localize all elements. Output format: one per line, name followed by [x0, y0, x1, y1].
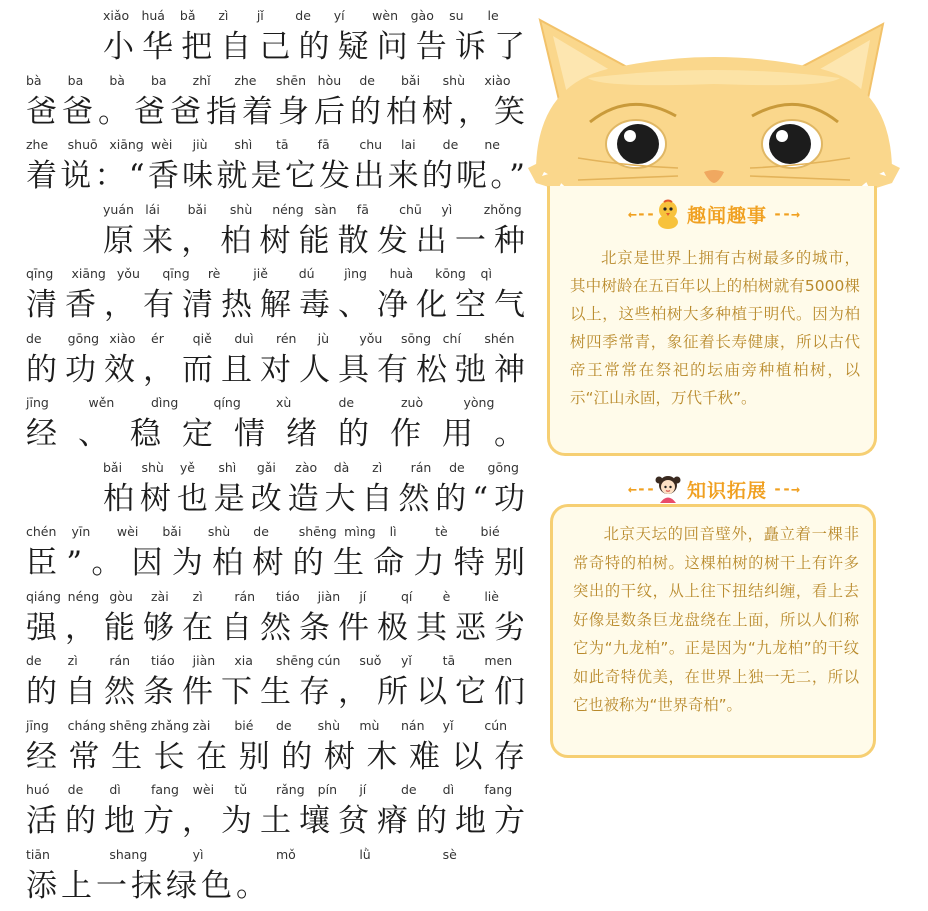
pinyin-syllable: yǒu: [116, 266, 140, 281]
pinyin-syllable: xiǎo: [103, 8, 130, 23]
pinyin-syllable: dà: [333, 459, 350, 475]
text-line: [26, 331, 526, 395]
pinyin-syllable: jù: [317, 330, 330, 346]
pinyin-syllable: qiáng: [26, 588, 61, 604]
pinyin-syllable: tiān: [26, 846, 50, 862]
pinyin-syllable: jiàn: [192, 653, 216, 668]
pinyin-syllable: yì: [441, 201, 453, 217]
pinyin-syllable: wèi: [151, 137, 173, 152]
hanzi-text: 小华把自己的疑问告诉了: [103, 29, 526, 65]
pinyin-syllable: de: [253, 524, 269, 539]
pinyin-syllable: jiù: [192, 137, 208, 152]
hanzi-text: 强，能够在自然条件极其恶劣: [26, 609, 526, 646]
pinyin-syllable: zhǐ: [192, 72, 211, 88]
knowledge-text: 北京天坛的回音壁外，矗立着一棵非常奇特的柏树。这棵柏树的树干上有许多突出的干纹，从上往下扭结纠缠，看上去好像是数条巨龙盘绕在上面，所以人们称它为“九龙柏”。正是因为“九龙柏”的干纹如此奇特优美，在世界上独一无二，所以它也被称为“世界奇柏”。: [573, 525, 859, 714]
pinyin-syllable: fang: [151, 782, 179, 797]
pinyin-syllable: sàn: [314, 201, 337, 217]
pinyin-syllable: fā: [317, 137, 330, 152]
pinyin-syllable: shēng: [276, 653, 314, 668]
pinyin-syllable: jí: [359, 782, 367, 797]
pinyin-syllable: qíng: [213, 395, 241, 410]
pinyin-syllable: shēng: [109, 717, 148, 733]
pinyin-syllable: jǐ: [256, 8, 264, 23]
pinyin-syllable: wèn: [372, 8, 399, 23]
pinyin-syllable: tiáo: [151, 653, 175, 668]
pinyin-syllable: chū: [399, 201, 422, 217]
pinyin-syllable: rán: [109, 653, 131, 668]
pinyin-syllable: néng: [67, 588, 100, 604]
pinyin-syllable: yě: [179, 459, 195, 475]
pinyin-syllable: qí: [401, 588, 413, 604]
text-line: [103, 460, 526, 524]
pinyin-syllable: bǎi: [103, 459, 123, 475]
pinyin-syllable: tā: [442, 653, 456, 668]
pinyin-syllable: xiāng: [109, 137, 144, 152]
pinyin-syllable: huà: [389, 266, 414, 281]
pinyin-syllable: jīng: [26, 395, 49, 410]
pinyin-syllable: jiàn: [317, 588, 341, 604]
pinyin-syllable: yīn: [71, 524, 91, 539]
text-line: [26, 782, 526, 846]
pinyin-syllable: fang: [484, 782, 513, 797]
pinyin-syllable: zuò: [401, 395, 424, 410]
pinyin-syllable: shì: [218, 459, 237, 475]
pinyin-syllable: de: [295, 8, 311, 23]
text-line: [103, 8, 526, 72]
pinyin-syllable: bà: [26, 72, 42, 88]
hanzi-text: 的自然条件下生存，所以它们: [26, 674, 526, 710]
girl-icon: [655, 474, 681, 504]
pinyin-syllable: néng: [272, 201, 304, 217]
pinyin-syllable: yí: [333, 8, 345, 23]
pinyin-syllable: ne: [484, 137, 500, 152]
pinyin-syllable: xia: [234, 653, 253, 668]
pinyin-syllable: bǎi: [401, 72, 421, 88]
pinyin-syllable: lǜ: [359, 846, 371, 862]
pinyin-syllable: xù: [276, 395, 292, 410]
pinyin-syllable: bié: [234, 717, 254, 733]
pinyin-syllable: mǒ: [276, 846, 296, 862]
text-line: [26, 653, 526, 717]
pinyin-syllable: ba: [67, 72, 84, 88]
pinyin-syllable: jí: [359, 588, 367, 604]
pinyin-syllable: tè: [435, 524, 448, 539]
pinyin-syllable: de: [401, 782, 417, 797]
pinyin-syllable: jīng: [26, 717, 49, 733]
pinyin-syllable: xiào: [109, 330, 136, 346]
pinyin-syllable: yǐ: [401, 653, 412, 668]
pinyin-syllable: rè: [207, 266, 221, 281]
pinyin-syllable: su: [449, 8, 464, 23]
pinyin-syllable: zhǒng: [483, 201, 522, 217]
pinyin-syllable: mìng: [344, 524, 376, 539]
text-line: [26, 718, 526, 782]
pinyin-syllable: zài: [192, 717, 211, 733]
pinyin-syllable: liè: [484, 588, 499, 604]
pinyin-syllable: yǒu: [359, 330, 383, 346]
hanzi-text: 经、稳定情绪的作用。: [26, 416, 526, 452]
pinyin-syllable: xiāng: [71, 266, 106, 281]
hanzi-text: 原来，柏树能散发出一种: [103, 222, 526, 259]
pinyin-syllable: mù: [359, 717, 380, 733]
pinyin-syllable: dì: [442, 782, 455, 797]
pinyin-syllable: bà: [109, 72, 125, 88]
hanzi-text: 臣”。因为柏树的生命力特别: [26, 545, 526, 581]
pinyin-syllable: de: [359, 72, 375, 88]
pinyin-syllable: chén: [26, 524, 57, 539]
chick-icon: [655, 199, 681, 229]
pinyin-syllable: shù: [229, 201, 253, 217]
pinyin-syllable: sè: [442, 846, 457, 862]
pinyin-syllable: cún: [317, 653, 341, 668]
pinyin-syllable: suǒ: [359, 653, 382, 668]
pinyin-syllable: shang: [109, 846, 148, 862]
pinyin-syllable: de: [26, 653, 42, 668]
pinyin-syllable: cháng: [67, 717, 106, 733]
pinyin-syllable: le: [487, 8, 499, 23]
pinyin-syllable: shù: [207, 524, 231, 539]
text-line: [103, 202, 526, 266]
pinyin-syllable: gōng: [67, 330, 100, 346]
pinyin-syllable: tā: [276, 137, 289, 152]
pinyin-syllable: rǎng: [276, 782, 305, 797]
pinyin-syllable: zì: [218, 8, 229, 23]
pinyin-syllable: shù: [141, 459, 164, 475]
pinyin-syllable: sōng: [401, 330, 432, 346]
pinyin-syllable: wèi: [192, 782, 215, 797]
pinyin-syllable: dìng: [151, 395, 179, 410]
pinyin-syllable: chí: [442, 330, 461, 346]
pinyin-syllable: gōng: [487, 459, 519, 475]
arrow-left-icon: ←--: [627, 480, 655, 498]
pinyin-syllable: duì: [234, 330, 254, 346]
pinyin-syllable: gǎi: [256, 459, 276, 475]
pinyin-syllable: dì: [109, 782, 121, 797]
pinyin-syllable: tiáo: [276, 588, 300, 604]
hanzi-text: 经常生长在别的树木难以存: [26, 738, 526, 775]
pinyin-syllable: yòng: [463, 395, 495, 410]
pinyin-syllable: shì: [234, 137, 253, 152]
pinyin-syllable: qīng: [26, 266, 54, 281]
pinyin-syllable: shēn: [276, 72, 307, 88]
fun-facts-text: 北京是世界上拥有古树最多的城市，其中树龄在五百年以上的柏树就有5000棵以上，这些柏树大多种植于明代。因为柏树四季常青，象征着长寿健康，所以古代帝王常常在祭祀的坛庙旁种植柏树，以示“江山永固，万代千秋”。: [570, 249, 860, 407]
pinyin-syllable: cún: [484, 717, 508, 733]
pinyin-syllable: de: [276, 717, 292, 733]
pinyin-syllable: ér: [151, 330, 164, 346]
pinyin-syllable: pín: [317, 782, 337, 797]
pinyin-syllable: gòu: [109, 588, 133, 604]
pinyin-syllable: qīng: [162, 266, 190, 281]
pinyin-syllable: de: [26, 330, 42, 346]
pinyin-syllable: bǎi: [162, 524, 182, 539]
pinyin-syllable: de: [449, 459, 465, 475]
pinyin-syllable: nán: [401, 717, 425, 733]
pinyin-syllable: rán: [410, 459, 432, 475]
text-line: [26, 395, 526, 459]
pinyin-syllable: ba: [151, 72, 167, 88]
pinyin-syllable: lái: [145, 201, 160, 217]
pinyin-syllable: bǎ: [179, 8, 196, 23]
pinyin-syllable: zào: [295, 459, 318, 475]
arrow-left-icon: ←--: [627, 205, 655, 223]
arrow-right-icon: --→: [773, 205, 801, 223]
pinyin-syllable: yǐ: [442, 717, 454, 733]
pinyin-syllable: è: [442, 588, 451, 604]
text-line: [26, 137, 526, 201]
pinyin-syllable: lai: [401, 137, 416, 152]
knowledge-title: 知识拓展: [686, 479, 767, 502]
pinyin-syllable: de: [338, 395, 355, 410]
pinyin-syllable: zài: [151, 588, 169, 604]
fun-facts-title: 趣闻趣事: [686, 204, 767, 227]
pinyin-syllable: qì: [480, 266, 492, 281]
pinyin-syllable: rén: [276, 330, 297, 346]
pinyin-syllable: jìng: [344, 266, 367, 281]
pinyin-syllable: fā: [356, 201, 369, 217]
cat-face-illustration: [528, 18, 900, 196]
pinyin-syllable: shù: [317, 717, 341, 733]
pinyin-syllable: gào: [410, 8, 434, 23]
text-line: [26, 847, 526, 911]
pinyin-syllable: zhǎng: [151, 717, 190, 733]
knowledge-header: [596, 472, 832, 506]
hanzi-text: 活的地方，为土壤贫瘠的地方: [26, 803, 526, 839]
hanzi-text: 清香，有清热解毒、净化空气: [26, 287, 526, 323]
text-line: [26, 266, 526, 330]
pinyin-syllable: de: [442, 137, 459, 152]
pinyin-syllable: wèi: [116, 524, 139, 539]
pinyin-syllable: shēng: [298, 524, 337, 539]
pinyin-syllable: bǎi: [187, 201, 207, 217]
pinyin-syllable: zì: [372, 459, 383, 475]
pinyin-syllable: chu: [359, 137, 383, 152]
pinyin-syllable: huó: [26, 782, 50, 797]
pinyin-syllable: wěn: [88, 395, 115, 410]
pinyin-syllable: shén: [484, 330, 515, 346]
hanzi-text: 添上一抹绿色。: [26, 867, 271, 904]
pinyin-syllable: zhe: [26, 137, 49, 152]
pinyin-syllable: lì: [389, 524, 397, 539]
pinyin-syllable: huá: [141, 8, 165, 23]
pinyin-syllable: yuán: [103, 201, 134, 217]
pinyin-syllable: zì: [192, 588, 203, 604]
fun-facts-header: [596, 197, 832, 231]
pinyin-syllable: bié: [480, 524, 500, 539]
pinyin-syllable: kōng: [435, 266, 466, 281]
pinyin-syllable: qiě: [192, 330, 212, 346]
hanzi-text: 的功效，而且对人具有松弛神: [26, 351, 526, 388]
arrow-right-icon: --→: [773, 480, 801, 498]
hanzi-text: 爸爸。爸爸指着身后的柏树，笑: [26, 93, 526, 130]
pinyin-syllable: tǔ: [234, 782, 248, 797]
text-line: [26, 524, 526, 588]
text-line: [26, 589, 526, 653]
knowledge-box: [550, 504, 876, 758]
pinyin-syllable: xiào: [484, 72, 511, 88]
pinyin-syllable: men: [484, 653, 513, 668]
pinyin-syllable: hòu: [317, 72, 342, 88]
pinyin-syllable: jiě: [253, 266, 268, 281]
pinyin-syllable: dú: [298, 266, 315, 281]
pinyin-syllable: yì: [192, 846, 204, 862]
pinyin-syllable: rán: [234, 588, 256, 604]
hanzi-text: 柏树也是改造大自然的“功: [103, 480, 526, 517]
text-line: [26, 73, 526, 137]
pinyin-syllable: shuō: [67, 137, 98, 152]
hanzi-text: 着说：“香味就是它发出来的呢。”: [26, 158, 526, 194]
pinyin-syllable: zì: [67, 653, 78, 668]
pinyin-syllable: zhe: [234, 72, 257, 88]
pinyin-syllable: de: [67, 782, 84, 797]
pinyin-syllable: shù: [442, 72, 466, 88]
